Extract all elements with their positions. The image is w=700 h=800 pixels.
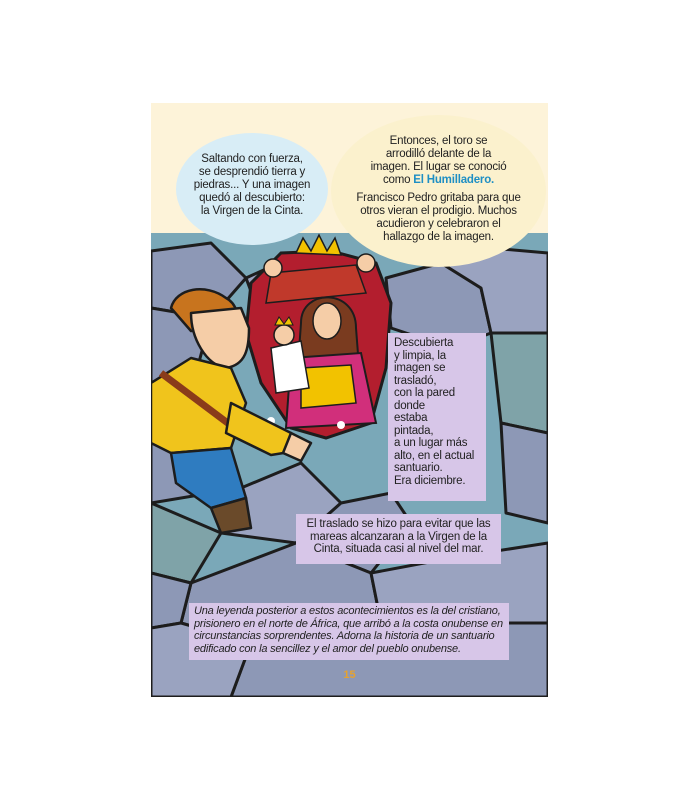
caption-line: y limpia, la (394, 349, 446, 362)
bubble-right-line (331, 174, 546, 187)
bubble-right-line: imagen. El lugar se conoció (370, 161, 507, 173)
caption-line: donde (394, 399, 425, 412)
caption-line: estaba (394, 412, 428, 424)
virgin-face (313, 303, 341, 339)
comic-page (151, 103, 548, 697)
caption-line: pintada, (394, 424, 434, 437)
caption-line: santuario. (394, 462, 443, 474)
bubble-left-line: quedó al descubierto: (199, 192, 305, 204)
speech-bubble-left (176, 133, 328, 245)
caption-line: a un lugar más (394, 437, 468, 449)
caption-line: mareas alcanzaran a la Virgen de la (310, 530, 487, 543)
bubble-right-line: hallazgo de la imagen. (383, 231, 494, 243)
bubble-right-line: acudieron y celebraron el (376, 218, 501, 230)
caption-line: Era diciembre. (394, 474, 466, 487)
caption-box-traslado (296, 514, 501, 564)
caption-box-descubierta (388, 333, 486, 501)
caption-line: trasladó, (394, 374, 437, 387)
speech-bubble-right (331, 115, 546, 267)
caption-line: alto, en el actual (394, 449, 475, 462)
caption-line: prisionero en el norte de África, que arribó a la costa onubense en (194, 617, 503, 630)
caption-line: El traslado se hizo para evitar que las (306, 518, 491, 530)
bubble-right-line: otros vieran el prodigio. Muchos (360, 205, 517, 217)
caption-line: Descubierta (394, 337, 454, 349)
caption-line: con la pared (394, 387, 455, 399)
caption-line: circunstancias sorprendentes. Adorna la historia de un santuario (194, 630, 495, 642)
bubble-left-line: se desprendió tierra y (198, 166, 306, 178)
place-name-highlight: El Humilladero (413, 174, 492, 186)
caption-line: edificado con la sencillez y el amor del pueblo onubense. (194, 642, 461, 655)
cherub-right (357, 254, 375, 272)
bubble-left-line: la Virgen de la Cinta. (200, 205, 304, 217)
page-number: 15 (343, 669, 356, 681)
caption-line: imagen se (394, 362, 446, 374)
bubble-right-line: arrodilló delante de la (385, 148, 492, 160)
caption-box-leyenda (189, 603, 509, 660)
bubble-right-line: Francisco Pedro gritaba para que (356, 192, 521, 204)
bubble-left-line: piedras... Y una imagen (193, 179, 311, 191)
bubble-right-line: Entonces, el toro se (389, 135, 488, 147)
caption-line: Cinta, situada casi al nivel del mar. (313, 543, 484, 555)
bubble-left-line: Saltando con fuerza, (201, 153, 303, 165)
caption-line: Una leyenda posterior a estos acontecimientos es la del cristiano, (194, 605, 501, 617)
bubble-right-prefix: como (382, 174, 414, 186)
cherub-left (264, 259, 282, 277)
place-name-suffix: . (491, 174, 495, 186)
